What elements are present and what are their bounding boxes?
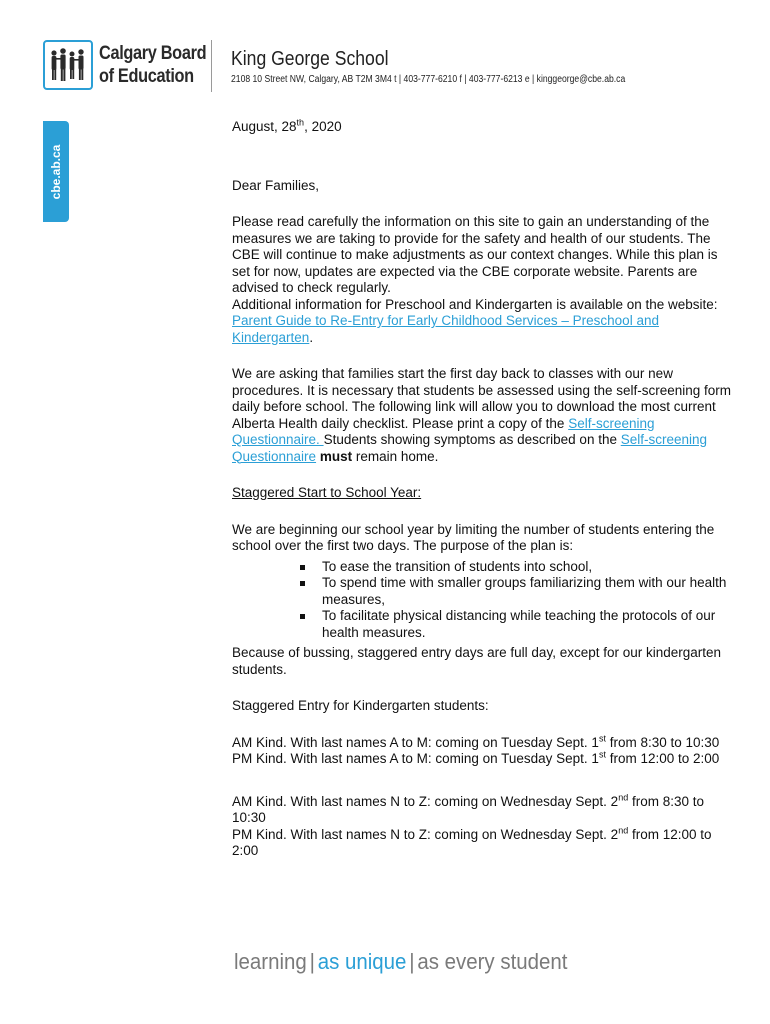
schedule-text: AM Kind. With last names N to Z: coming on Wednesday Sept. 2 — [232, 793, 619, 809]
paragraph-4: We are beginning our school year by limiting the number of students entering the school over the first two days. The purpose of the plan is: — [232, 521, 715, 553]
schedule-sup: st — [598, 733, 606, 743]
schedule-time: from 12:00 to 2:00 — [232, 826, 712, 858]
schedule-text: PM Kind. With last names A to M: coming on Tuesday Sept. 1 — [232, 751, 599, 766]
schedule-sup: nd — [618, 825, 629, 835]
website-side-tab — [43, 121, 69, 222]
purpose-list — [232, 559, 732, 642]
schedule-pm-n-z — [232, 827, 732, 860]
section-heading: Staggered Start to School Year: — [232, 485, 422, 500]
paragraph-1: Please read carefully the information on this site to gain an understanding of the measures we are taking to provide for the safety and health of our students. The CBE will continue to make adjustments as our context changes. While this plan is set for now, updates are expected via the CBE corporate website. Parents are advised to check regularly. — [232, 214, 718, 295]
greeting: Dear Families, — [232, 177, 320, 193]
people-figures-icon — [43, 40, 93, 90]
tagline-separator: | — [309, 949, 315, 974]
org-name-line1: Calgary Board — [99, 43, 207, 64]
paragraph-3-text: We are asking that families start the first day back to classes with our new procedures. It is necessary that students be assessed using the self-screening form daily before school. The following link will allow you to download the most current Alberta Health daily checklist. Please print a copy of the — [232, 366, 732, 431]
tagline-word-1: learning — [234, 949, 307, 974]
letter-date — [232, 119, 732, 136]
paragraph-2-end: . — [309, 329, 314, 345]
paragraph-2-text: Additional information for Preschool and Kindergarten is available on the website: — [232, 296, 718, 312]
paragraph-3-mid: Students showing symptoms as described on the — [323, 432, 621, 447]
org-name — [99, 42, 206, 88]
school-address: 2108 10 Street NW, Calgary, AB T2M 3M4 t | 403-777-6210 f | 403-777-6213 e | kinggeorge@cbe.ab.ca — [231, 74, 626, 85]
header-divider — [211, 40, 212, 92]
schedule-time: from 8:30 to 10:30 — [232, 793, 704, 825]
paragraph-3 — [232, 366, 732, 465]
school-name: King George School — [231, 48, 389, 70]
kindergarten-heading: Staggered Entry for Kindergarten students: — [232, 698, 489, 713]
schedule-time: from 8:30 to 10:30 — [605, 734, 720, 750]
schedule-sup: nd — [618, 792, 629, 802]
footer-tagline — [234, 949, 567, 975]
tagline-word-2: as unique — [317, 949, 407, 974]
list-item: To ease the transition of students into school, — [322, 559, 732, 576]
tagline-word-3: as every student — [417, 949, 568, 974]
side-tab-label: cbe.ab.ca — [49, 144, 63, 199]
paragraph-2 — [232, 297, 732, 347]
schedule-time: from 12:00 to 2:00 — [605, 751, 720, 766]
date-text: August, 28 — [232, 119, 297, 134]
schedule-text: PM Kind. With last names N to Z: coming on Wednesday Sept. 2 — [232, 826, 619, 842]
self-screening-link-1[interactable]: Self-screening Questionnaire. — [232, 415, 655, 447]
schedule-text: AM Kind. With last names A to M: coming on Tuesday Sept. 1 — [232, 734, 599, 750]
paragraph-5: Because of bussing, staggered entry days are full day, except for our kindergarten students. — [232, 645, 722, 677]
schedule-am-a-m — [232, 735, 732, 752]
paragraph-3-end: remain home. — [352, 448, 439, 464]
cbe-logo — [43, 40, 207, 92]
self-screening-link-2[interactable]: Self-screening Questionnaire — [232, 432, 708, 464]
schedule-pm-a-m — [232, 751, 732, 768]
org-name-line2: of Education — [99, 66, 194, 87]
parent-guide-link[interactable]: Parent Guide to Re-Entry for Early Childhood Services – Preschool and Kindergarten — [232, 313, 659, 345]
date-sup: th — [296, 117, 305, 128]
date-year: , 2020 — [304, 119, 342, 134]
schedule-am-n-z — [232, 794, 732, 827]
tagline-separator: | — [409, 949, 415, 974]
schedule-sup: st — [598, 749, 606, 760]
must-emphasis: must — [319, 448, 353, 464]
letter-body — [232, 119, 732, 860]
list-item: To facilitate physical distancing while teaching the protocols of our health measures. — [322, 608, 732, 641]
list-item: To spend time with smaller groups familiarizing them with our health measures, — [322, 575, 732, 608]
